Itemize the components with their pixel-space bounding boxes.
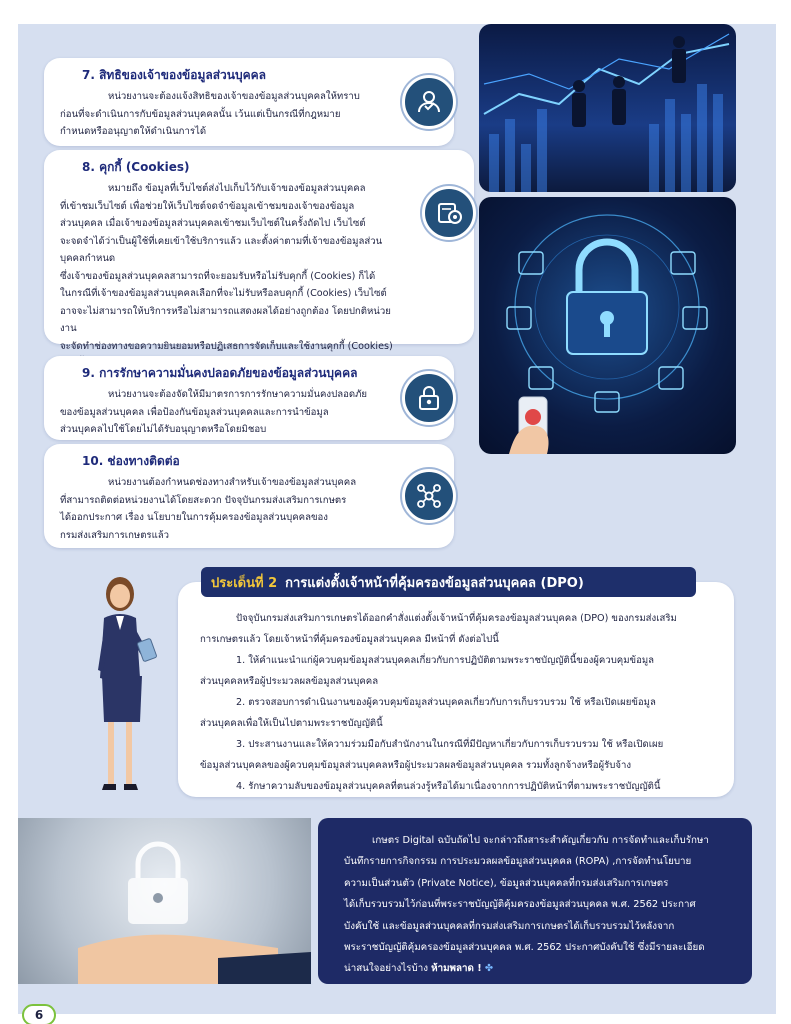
section-title: 10. ช่องทางติดต่อ <box>82 454 180 468</box>
section-cookies <box>44 150 474 352</box>
dpo-header-highlight: ประเด็นที่ 2 <box>211 575 278 591</box>
dpo-duty-2-cont: ส่วนบุคคลเพื่อให้เป็นไปตามพระราชบัญญัตินี้ <box>200 718 383 729</box>
section-title: 7. สิทธิของเจ้าของข้อมูลส่วนบุคคล <box>82 68 267 82</box>
lock-user-icon <box>402 371 456 425</box>
page-number: 6 <box>22 1004 56 1024</box>
section-title: 8. คุกกี้ (Cookies) <box>82 160 190 174</box>
dpo-duty-3-cont: ข้อมูลส่วนบุคคลของผู้ควบคุมข้อมูลส่วนบุคคลหรือผู้ประมวลผลข้อมูลส่วนบุคคล รวมทั้งลูกจ้างหรือผู้รับจ้าง <box>200 760 632 771</box>
dpo-duty-2: 2. ตรวจสอบการดำเนินงานของผู้ควบคุมข้อมูลส่วนบุคคลเกี่ยวกับการเก็บรวบรวม ใช้ หรือเปิดเผยข้อมูล <box>236 697 656 708</box>
section-data-security <box>44 356 454 440</box>
sparkle-icon: ✤ <box>484 963 494 975</box>
note-line: ได้เก็บรวบรวมไว้ก่อนที่พระราชบัญญัติคุ้มครองข้อมูลส่วนบุคคล พ.ศ. 2562 ประกาศ <box>344 899 696 911</box>
section-data-subject-rights <box>44 58 454 146</box>
section-title: 9. การรักษาความมั่นคงปลอดภัยของข้อมูลส่วนบุคคล <box>82 366 358 380</box>
dpo-section <box>178 582 734 797</box>
dpo-duty-4: 4. รักษาความลับของข้อมูลส่วนบุคคลที่ตนล่วงรู้หรือได้มาเนื่องจากการปฏิบัติหน้าที่ตามพระราชบัญญัตินี้ <box>236 781 661 792</box>
business-chart-image <box>479 24 736 192</box>
note-last-line: น่าสนใจอย่างไรบ้าง <box>344 963 429 975</box>
dpo-paragraph: การเกษตรแล้ว โดยเจ้าหน้าที่คุ้มครองข้อมูลส่วนบุคคล มีหน้าที่ ดังต่อไปนี้ <box>200 634 499 645</box>
cookie-settings-icon <box>422 186 476 240</box>
note-line: บันทึกรายการกิจกรรม การประมวลผลข้อมูลส่วนบุคคล (ROPA) ,การจัดทำนโยบาย <box>344 856 692 868</box>
note-line: บังคับใช้ และข้อมูลส่วนบุคคลที่กรมส่งเสริมการเกษตรได้เก็บรวบรวมไว้หลังจาก <box>344 920 675 932</box>
section-body: หมายถึง ข้อมูลที่เว็บไซต์ส่งไปเก็บไว้กับเจ้าของข้อมูลส่วนบุคคล ที่เข้าชมเว็บไซต์ เพื่อช่วยให้เว็บไซต์จดจำข้อมูลเข้าชมของเจ้าของข้อมูล ส่วนบุคคล เมื่อเจ้าของข้อมูลส่วนบุคคลเข้าชมเว็บไซต์ในครั้งถัดไป เว็บไซต์ จะจดจำได้ว่าเป็นผู้ใช้ที่เคยเข้าใช้บริการแล้ว และตั้งค่าตามที่เจ้าของข้อมูลส่วนบุคคลกำหนด ซึ่งเจ้าของข้อมูลส่วนบุคคลสามารถที่จะยอมรับหรือไม่รับคุกกี้ (Cookies) ก็ได้ ในกรณีที่เจ้าของข้อมูลส่วนบุคคลเลือกที่จะไม่รับหรือลบคุกกี้ (Cookies) เว็บไซต์ อาจจะไม่สามารถให้บริการหรือไม่สามารถแสดงผลได้อย่างถูกต้อง โดยปกติหน่วยงาน จะจัดทำช่องทางขอความยินยอมหรือปฏิเสธการจัดเก็บและใช้งานคุกกี้ (Cookies) <box>60 183 393 352</box>
dpo-header <box>201 567 696 597</box>
next-issue-note <box>318 818 752 984</box>
dpo-duty-3: 3. ประสานงานและให้ความร่วมมือกับสำนักงานในกรณีที่มีปัญหาเกี่ยวกับการเก็บรวบรวม ใช้ หรือเปิดเผย <box>236 739 664 750</box>
section-body: หน่วยงานจะต้องจัดให้มีมาตรการการรักษาความมั่นคงปลอดภัย ของข้อมูลส่วนบุคคล เพื่อป้องกันข้อมูลส่วนบุคคลและการนำข้อมูล ส่วนบุคคลไปใช้โดยไม่ได้รับอนุญาตหรือโดยมิชอบ <box>60 389 368 435</box>
dpo-duty-1: 1. ให้คำแนะนำแก่ผู้ควบคุมข้อมูลส่วนบุคคลเกี่ยวกับการปฏิบัติตามพระราชบัญญัตินี้ของผู้ควบคุมข้อมูล <box>236 655 655 666</box>
section-body: หน่วยงานจะต้องแจ้งสิทธิของเจ้าของข้อมูลส่วนบุคคลให้ทราบ ก่อนที่จะดำเนินการกับข้อมูลส่วนบุคคลนั้น เว้นแต่เป็นกรณีที่กฎหมาย กำหนดหรืออนุญาตให้ดำเนินการได้ <box>60 91 360 137</box>
note-emphasis: ห้ามพลาด ! <box>431 963 482 975</box>
section-body: หน่วยงานต้องกำหนดช่องทางสำหรับเจ้าของข้อมูลส่วนบุคคล ที่สามารถติดต่อหน่วยงานได้โดยสะดวก ปัจจุบันกรมส่งเสริมการเกษตร ได้ออกประกาศ เรื่อง นโยบายในการคุ้มครองข้อมูลส่วนบุคคลของ กรมส่งเสริมการเกษตรแล้ว <box>60 477 357 541</box>
hand-holding-lock-image <box>18 818 311 984</box>
note-line: พระราชบัญญัติคุ้มครองข้อมูลส่วนบุคคล พ.ศ. 2562 ประกาศบังคับใช้ ซึ่งมีรายละเอียด <box>344 942 705 954</box>
user-shield-icon <box>402 75 456 129</box>
dpo-paragraph: ปัจจุบันกรมส่งเสริมการเกษตรได้ออกคำสั่งแต่งตั้งเจ้าหน้าที่คุ้มครองข้อมูลส่วนบุคคล (DPO) ของกรมส่งเสริม <box>236 613 677 624</box>
dpo-header-title: การแต่งตั้งเจ้าหน้าที่คุ้มครองข้อมูลส่วนบุคคล (DPO) <box>285 575 584 591</box>
businesswoman-illustration <box>82 570 162 800</box>
dpo-duty-1-cont: ส่วนบุคคลหรือผู้ประมวลผลข้อมูลส่วนบุคคล <box>200 676 379 687</box>
note-line: เกษตร Digital ฉบับถัดไป จะกล่าวถึงสาระสำคัญเกี่ยวกับ การจัดทำและเก็บรักษา <box>372 835 709 846</box>
section-contact-channels <box>44 444 454 548</box>
security-padlock-image <box>479 197 736 454</box>
note-line: ความเป็นส่วนตัว (Private Notice), ข้อมูลส่วนบุคคลที่กรมส่งเสริมการเกษตร <box>344 877 669 889</box>
network-people-icon <box>402 469 456 523</box>
